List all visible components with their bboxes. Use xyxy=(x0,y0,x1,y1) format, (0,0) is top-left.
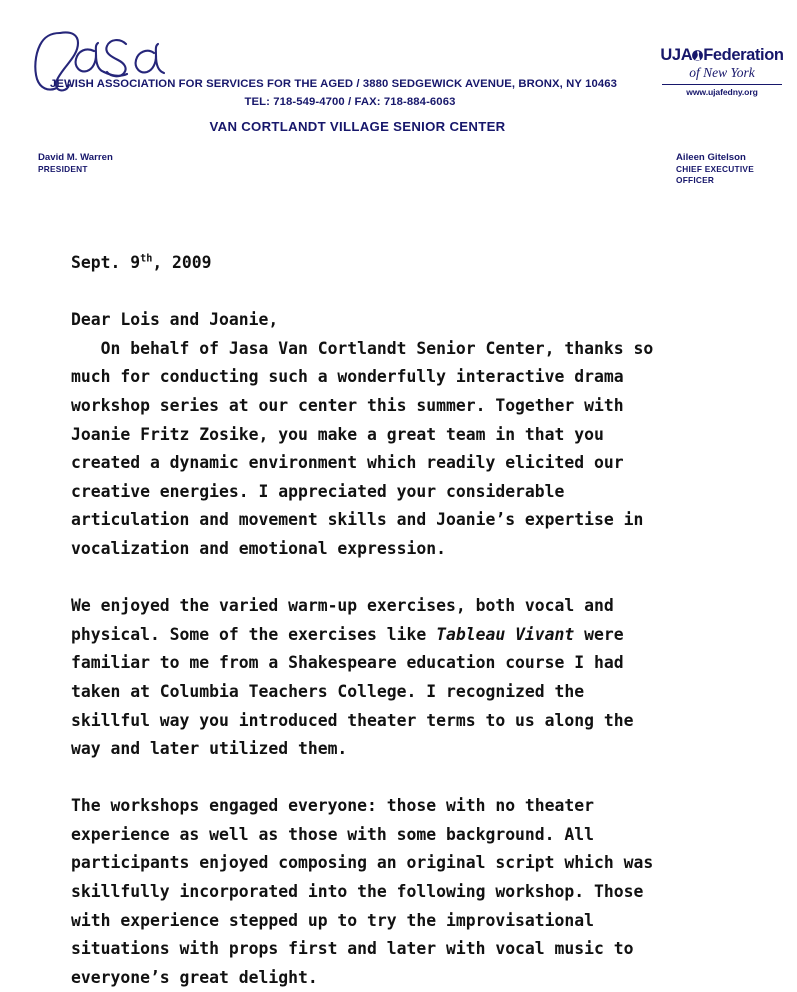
spacer xyxy=(71,278,731,307)
officer-president-name: David M. Warren xyxy=(38,152,113,163)
officer-president-title: PRESIDENT xyxy=(38,163,88,174)
paragraph-1-line: articulation and movement skills and Joanie’s expertise in xyxy=(71,510,644,530)
org-phone-line: TEL: 718-549-4700 / FAX: 718-884-6063 xyxy=(244,96,456,108)
officer-ceo xyxy=(676,152,754,186)
uja-federation-logo xyxy=(657,47,787,97)
officer-president xyxy=(38,152,113,175)
uja-website-url: www.ujafedny.org xyxy=(686,87,758,98)
letter-date-ordinal-suffix: th xyxy=(140,253,153,265)
paragraph-2-line: way and later utilized them. xyxy=(71,739,348,759)
paragraph-1-line: created a dynamic environment which readily elicited our xyxy=(71,453,624,473)
letter-date xyxy=(71,249,731,278)
paragraph-2-line: familiar to me from a Shakespeare education course I had xyxy=(71,653,624,673)
letter-date-prefix: Sept. 9 xyxy=(71,253,141,272)
spacer xyxy=(71,564,731,593)
paragraph-2-line: taken at Columbia Teachers College. I recognized the xyxy=(71,681,585,701)
org-address-line: JEWISH ASSOCIATION FOR SERVICES FOR THE AGED / 3880 SEDGEWICK AVENUE, BRONX, NY 10463 xyxy=(50,78,617,90)
paragraph-1-line: creative energies. I appreciated your considerable xyxy=(71,481,565,501)
paragraph-1-line: workshop series at our center this summer. Together with xyxy=(71,395,624,415)
paragraph-3-line: skillfully incorporated into the following workshop. Those xyxy=(71,882,644,902)
uja-logo-text-federation: Federation xyxy=(703,46,784,64)
paragraph-2-line: skillful way you introduced theater terms to us along the xyxy=(71,710,634,730)
uja-flame-icon xyxy=(692,48,703,63)
paragraph-3-line: everyone’s great delight. xyxy=(71,967,318,987)
paragraph-3-line: The workshops engaged everyone: those with no theater xyxy=(71,796,595,816)
spacer xyxy=(71,764,731,793)
uja-divider xyxy=(662,84,782,86)
paragraph-1-line: vocalization and emotional expression. xyxy=(71,538,446,558)
paragraph-3-line: situations with props first and later with vocal music to xyxy=(71,939,634,959)
paragraph-1-line: much for conducting such a wonderfully interactive drama xyxy=(71,367,624,387)
officer-ceo-title-line2: OFFICER xyxy=(676,174,715,185)
paragraph-2-text-before-italic: physical. Some of the exercises like xyxy=(71,624,437,644)
letterhead xyxy=(0,0,797,200)
officer-ceo-name: Aileen Gitelson xyxy=(676,152,746,163)
paragraph-3-line: with experience stepped up to try the improvisational xyxy=(71,910,595,930)
paragraph-1-line: On behalf of Jasa Van Cortlandt Senior Center, thanks so xyxy=(71,338,654,358)
paragraph-1-line: Joanie Fritz Zosike, you make a great team in that you xyxy=(71,424,604,444)
letter-date-year: , 2009 xyxy=(152,253,212,272)
paragraph-3-line: experience as well as those with some background. All xyxy=(71,824,595,844)
paragraph-2-line xyxy=(71,621,731,650)
letter-body xyxy=(71,249,731,992)
paragraph-3-line: participants enjoyed composing an original script which was xyxy=(71,853,654,873)
uja-logo-subtitle: of New York xyxy=(689,64,755,80)
letter-salutation: Dear Lois and Joanie, xyxy=(71,310,279,330)
officer-ceo-title-line1: CHIEF EXECUTIVE xyxy=(676,163,754,174)
center-name-heading: VAN CORTLANDT VILLAGE SENIOR CENTER xyxy=(209,119,506,134)
paragraph-2-line: We enjoyed the varied warm-up exercises, both vocal and xyxy=(71,596,614,616)
uja-logo-wordmark xyxy=(657,47,787,64)
paragraph-2-text-after-italic: were xyxy=(574,624,624,644)
paragraph-2-italic-term: Tableau Vivant xyxy=(436,624,575,644)
uja-logo-text-uja: UJA xyxy=(660,46,693,64)
